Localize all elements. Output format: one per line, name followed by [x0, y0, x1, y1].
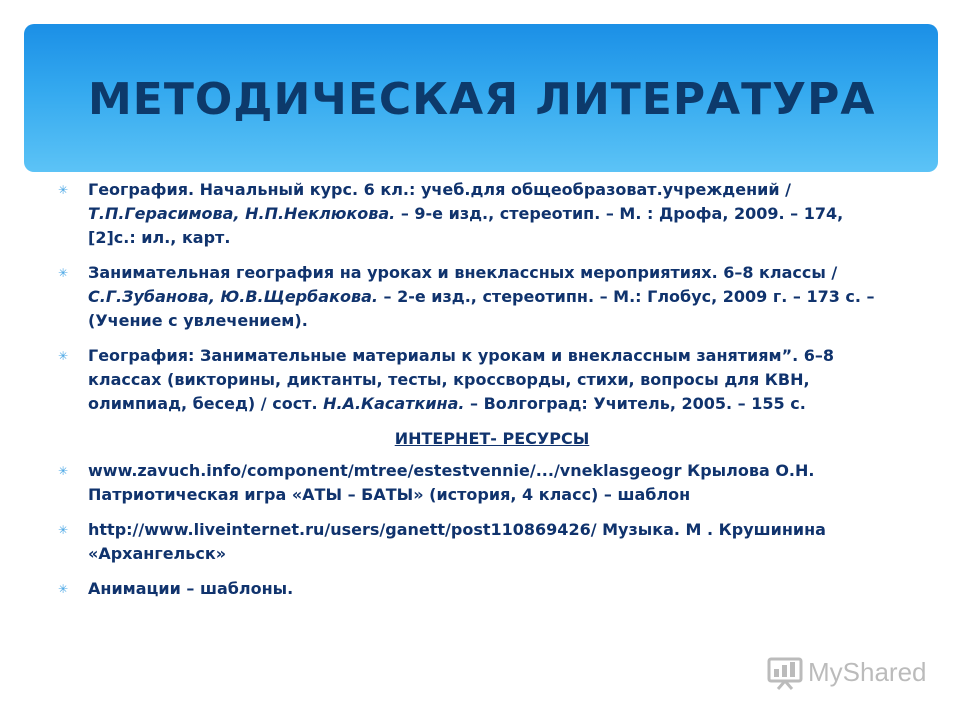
bullet-icon: ✳ — [58, 582, 69, 596]
watermark-text: MyShared — [808, 656, 927, 687]
internet-resources-heading: ИНТЕРНЕТ- РЕСУРСЫ — [394, 429, 590, 448]
item-text: Занимательная география на уроках и внеклассных мероприятиях. 6–8 классы / — [88, 263, 838, 282]
list-item — [52, 459, 892, 507]
list-item — [52, 577, 892, 601]
item-text: – Волгоград: Учитель, 2005. – 155 с. — [464, 394, 806, 413]
item-authors: Н.А.Касаткина. — [323, 394, 465, 413]
item-text: Анимации – шаблоны. — [88, 579, 294, 598]
bullet-icon: ✳ — [58, 266, 69, 280]
bullet-icon: ✳ — [58, 523, 69, 537]
presentation-icon — [766, 653, 804, 691]
list-item — [52, 518, 892, 566]
bullet-icon: ✳ — [58, 183, 69, 197]
bullet-icon: ✳ — [58, 464, 69, 478]
bullet-icon: ✳ — [58, 349, 69, 363]
item-authors: С.Г.Зубанова, Ю.В.Щербакова. — [88, 287, 378, 306]
item-authors: Т.П.Герасимова, Н.П.Неклюкова. — [88, 204, 396, 223]
list-item — [52, 344, 892, 416]
slide-content — [52, 178, 892, 612]
item-text: www.zavuch.info/component/mtree/estestvennie/.../vneklasgeogr Крылова О.Н. Патриотическая игра «АТЫ – БАТЫ» (история, 4 класс) – шаблон — [88, 461, 815, 504]
item-text: – 9-е изд., стереотип. – М. : Дрофа, 2009. – 174, [2]с.: ил., карт. — [88, 204, 844, 247]
item-text: География: Занимательные материалы к урокам и внеклассным занятиям”. 6–8 классах (викторины, диктанты, тесты, кроссворды, стихи, вопросы для КВН, олимпиад, бесед) / сост. — [88, 346, 835, 413]
list-item — [52, 261, 892, 333]
item-text: География. Начальный курс. 6 кл.: учеб.для общеобразоват.учреждений / — [88, 180, 791, 199]
list-item — [52, 178, 892, 250]
page-title: МЕТОДИЧЕСКАЯ ЛИТЕРАТУРА — [88, 74, 876, 125]
item-text: – 2-е изд., стереотипн. – М.: Глобус, 2009 г. – 173 с. – (Учение с увлечением). — [88, 287, 875, 330]
item-text: http://www.liveinternet.ru/users/ganett/post110869426/ Музыка. М . Крушинина «Архангельск» — [88, 520, 826, 563]
watermark — [766, 652, 927, 692]
